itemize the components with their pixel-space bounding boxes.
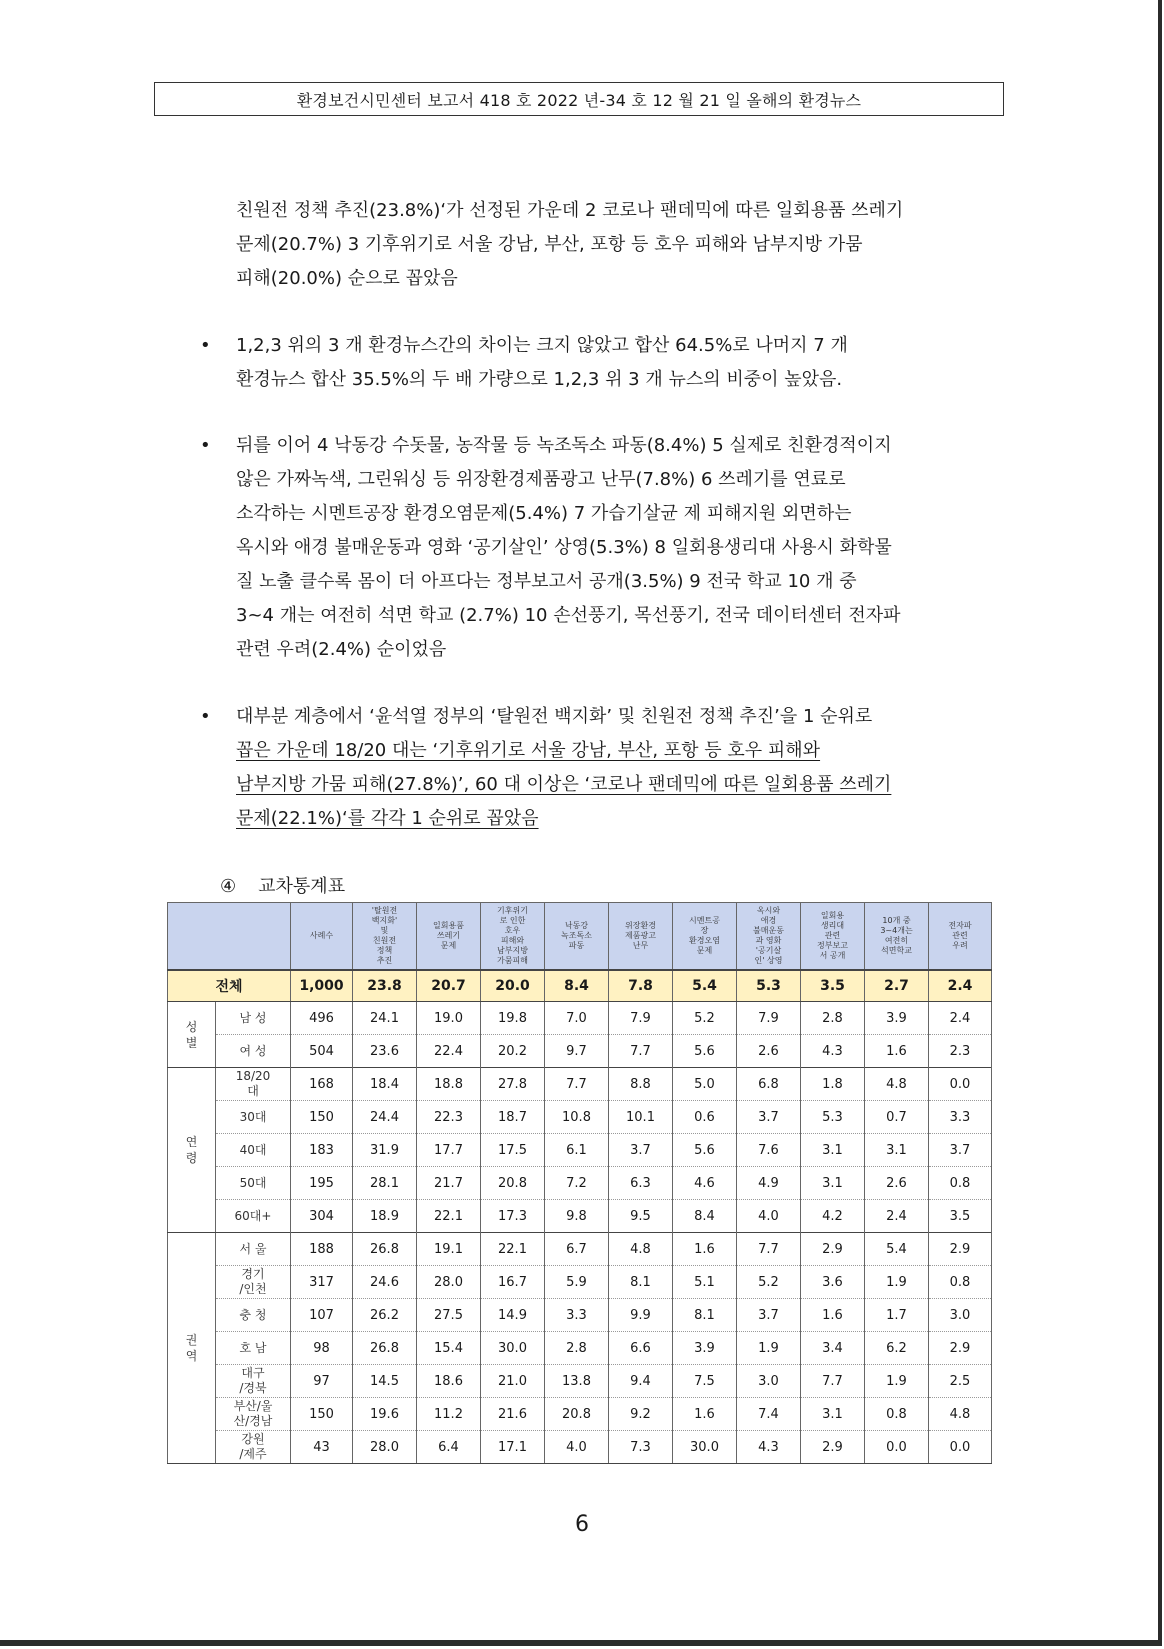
total-value-cell: 2.4 xyxy=(929,970,992,1002)
value-cell: 30.0 xyxy=(481,1332,545,1365)
value-cell: 304 xyxy=(291,1200,353,1233)
value-cell: 20.2 xyxy=(481,1035,545,1068)
value-cell: 4.8 xyxy=(865,1068,929,1101)
value-cell: 19.8 xyxy=(481,1002,545,1035)
value-cell: 9.5 xyxy=(609,1200,673,1233)
value-cell: 3.1 xyxy=(801,1167,865,1200)
header-news-item: 일회용 생리대 관련 정부보고 서 공개 xyxy=(801,903,865,971)
value-cell: 20.8 xyxy=(481,1167,545,1200)
table-total-row xyxy=(168,970,992,1002)
row-label: 30대 xyxy=(216,1101,291,1134)
value-cell: 11.2 xyxy=(417,1398,481,1431)
value-cell: 5.0 xyxy=(673,1068,737,1101)
value-cell: 3.7 xyxy=(609,1134,673,1167)
header-news-item: 위장환경 제품광고 난무 xyxy=(609,903,673,971)
value-cell: 14.5 xyxy=(353,1365,417,1398)
paragraph-line-underlined: 문제(22.1%)‘를 각각 1 순위로 꼽았음 xyxy=(236,808,539,829)
total-value-cell: 3.5 xyxy=(801,970,865,1002)
value-cell: 8.1 xyxy=(609,1266,673,1299)
value-cell: 7.5 xyxy=(673,1365,737,1398)
value-cell: 5.2 xyxy=(737,1266,801,1299)
paragraph-line: 문제(20.7%) 3 기후위기로 서울 강남, 부산, 포항 등 호우 피해와 남부지방 가뭄 xyxy=(236,234,863,255)
value-cell: 2.9 xyxy=(801,1431,865,1464)
value-cell: 3.6 xyxy=(801,1266,865,1299)
table-header-row xyxy=(168,903,992,971)
table-row xyxy=(168,1035,992,1068)
paragraph-line: 질 노출 클수록 몸이 더 아프다는 정부보고서 공개(3.5%) 9 전국 학교 10 개 중 xyxy=(236,571,857,592)
paragraph-line: 환경뉴스 합산 35.5%의 두 배 가량으로 1,2,3 위 3 개 뉴스의 비중이 높았음. xyxy=(236,369,843,390)
value-cell: 17.5 xyxy=(481,1134,545,1167)
row-label: 강원 /제주 xyxy=(216,1431,291,1464)
value-cell: 7.7 xyxy=(801,1365,865,1398)
value-cell: 6.3 xyxy=(609,1167,673,1200)
paragraph-line-underlined: 남부지방 가뭄 피해(27.8%)’, 60 대 이상은 ‘코로나 팬데믹에 따른 일회용품 쓰레기 xyxy=(236,774,892,795)
value-cell: 1.9 xyxy=(865,1266,929,1299)
table-row xyxy=(168,1365,992,1398)
value-cell: 18.9 xyxy=(353,1200,417,1233)
value-cell: 2.6 xyxy=(737,1035,801,1068)
bullet-marker: • xyxy=(200,706,211,727)
value-cell: 17.3 xyxy=(481,1200,545,1233)
group-label: 성 별 xyxy=(168,1002,216,1068)
table-title xyxy=(220,872,345,898)
row-label: 남 성 xyxy=(216,1002,291,1035)
header-news-item: 옥시와 애경 불매운동 과 영화 '공기살 인' 상영 xyxy=(737,903,801,971)
value-cell: 4.3 xyxy=(801,1035,865,1068)
value-cell: 2.6 xyxy=(865,1167,929,1200)
row-label: 대구 /경북 xyxy=(216,1365,291,1398)
value-cell: 5.3 xyxy=(801,1101,865,1134)
paragraph-line: 않은 가짜녹색, 그린워싱 등 위장환경제품광고 난무(7.8%) 6 쓰레기를 연료로 xyxy=(236,469,846,490)
row-label: 충 청 xyxy=(216,1299,291,1332)
value-cell: 28.1 xyxy=(353,1167,417,1200)
value-cell: 9.2 xyxy=(609,1398,673,1431)
bullet-marker: • xyxy=(200,435,211,456)
total-value-cell: 20.7 xyxy=(417,970,481,1002)
value-cell: 17.1 xyxy=(481,1431,545,1464)
total-value-cell: 8.4 xyxy=(545,970,609,1002)
value-cell: 26.2 xyxy=(353,1299,417,1332)
value-cell: 3.1 xyxy=(801,1398,865,1431)
value-cell: 504 xyxy=(291,1035,353,1068)
value-cell: 14.9 xyxy=(481,1299,545,1332)
value-cell: 5.9 xyxy=(545,1266,609,1299)
value-cell: 19.0 xyxy=(417,1002,481,1035)
header-news-item: 일회용품 쓰레기 문제 xyxy=(417,903,481,971)
value-cell: 22.4 xyxy=(417,1035,481,1068)
paragraph-line: 친원전 정책 추진(23.8%)‘가 선정된 가운데 2 코로나 팬데믹에 따른 일회용품 쓰레기 xyxy=(236,200,904,221)
table-row xyxy=(168,1134,992,1167)
paragraph-1 xyxy=(236,194,996,296)
value-cell: 10.8 xyxy=(545,1101,609,1134)
value-cell: 18.7 xyxy=(481,1101,545,1134)
paragraph-line: 소각하는 시멘트공장 환경오염문제(5.4%) 7 가습기살균 제 피해지원 외면하는 xyxy=(236,503,852,524)
value-cell: 6.2 xyxy=(865,1332,929,1365)
value-cell: 6.8 xyxy=(737,1068,801,1101)
value-cell: 7.9 xyxy=(737,1002,801,1035)
value-cell: 7.0 xyxy=(545,1002,609,1035)
value-cell: 19.6 xyxy=(353,1398,417,1431)
value-cell: 3.3 xyxy=(545,1299,609,1332)
paragraph-4 xyxy=(236,700,996,836)
header-corner-cell xyxy=(168,903,291,971)
value-cell: 21.0 xyxy=(481,1365,545,1398)
value-cell: 98 xyxy=(291,1332,353,1365)
value-cell: 3.0 xyxy=(737,1365,801,1398)
value-cell: 31.9 xyxy=(353,1134,417,1167)
value-cell: 5.6 xyxy=(673,1134,737,1167)
value-cell: 3.9 xyxy=(673,1332,737,1365)
value-cell: 18.4 xyxy=(353,1068,417,1101)
value-cell: 0.8 xyxy=(865,1398,929,1431)
value-cell: 188 xyxy=(291,1233,353,1266)
cross-tabulation-table xyxy=(167,902,992,1464)
value-cell: 8.1 xyxy=(673,1299,737,1332)
header-news-item: '탈원전 백지화' 및 친원전 정책 추진 xyxy=(353,903,417,971)
value-cell: 0.0 xyxy=(929,1431,992,1464)
table-row xyxy=(168,1002,992,1035)
value-cell: 16.7 xyxy=(481,1266,545,1299)
header-news-item: 낙동강 녹조독소 파동 xyxy=(545,903,609,971)
value-cell: 2.4 xyxy=(929,1002,992,1035)
value-cell: 4.2 xyxy=(801,1200,865,1233)
table-row xyxy=(168,1068,992,1101)
value-cell: 0.6 xyxy=(673,1101,737,1134)
value-cell: 4.0 xyxy=(545,1431,609,1464)
row-label: 호 남 xyxy=(216,1332,291,1365)
value-cell: 21.6 xyxy=(481,1398,545,1431)
value-cell: 5.2 xyxy=(673,1002,737,1035)
table-row xyxy=(168,1332,992,1365)
value-cell: 0.8 xyxy=(929,1266,992,1299)
total-value-cell: 5.3 xyxy=(737,970,801,1002)
value-cell: 5.1 xyxy=(673,1266,737,1299)
value-cell: 4.0 xyxy=(737,1200,801,1233)
value-cell: 17.7 xyxy=(417,1134,481,1167)
value-cell: 7.4 xyxy=(737,1398,801,1431)
group-label: 연 령 xyxy=(168,1068,216,1233)
row-label: 60대+ xyxy=(216,1200,291,1233)
value-cell: 4.6 xyxy=(673,1167,737,1200)
value-cell: 2.3 xyxy=(929,1035,992,1068)
value-cell: 2.4 xyxy=(865,1200,929,1233)
value-cell: 496 xyxy=(291,1002,353,1035)
value-cell: 7.7 xyxy=(737,1233,801,1266)
value-cell: 28.0 xyxy=(353,1431,417,1464)
table-row xyxy=(168,1398,992,1431)
value-cell: 1.7 xyxy=(865,1299,929,1332)
value-cell: 28.0 xyxy=(417,1266,481,1299)
table-row xyxy=(168,1299,992,1332)
value-cell: 6.1 xyxy=(545,1134,609,1167)
value-cell: 9.7 xyxy=(545,1035,609,1068)
value-cell: 150 xyxy=(291,1101,353,1134)
value-cell: 19.1 xyxy=(417,1233,481,1266)
value-cell: 3.0 xyxy=(929,1299,992,1332)
value-cell: 97 xyxy=(291,1365,353,1398)
value-cell: 3.9 xyxy=(865,1002,929,1035)
total-value-cell: 7.8 xyxy=(609,970,673,1002)
value-cell: 3.7 xyxy=(737,1101,801,1134)
value-cell: 168 xyxy=(291,1068,353,1101)
value-cell: 0.7 xyxy=(865,1101,929,1134)
value-cell: 1.6 xyxy=(801,1299,865,1332)
value-cell: 20.8 xyxy=(545,1398,609,1431)
value-cell: 3.1 xyxy=(801,1134,865,1167)
value-cell: 7.9 xyxy=(609,1002,673,1035)
table-row xyxy=(168,1200,992,1233)
bullet-marker: • xyxy=(200,335,211,356)
header-sample-size: 사례수 xyxy=(291,903,353,971)
report-header xyxy=(154,82,1004,116)
value-cell: 23.6 xyxy=(353,1035,417,1068)
value-cell: 1.9 xyxy=(737,1332,801,1365)
value-cell: 1.9 xyxy=(865,1365,929,1398)
paragraph-3 xyxy=(236,429,996,667)
table-row xyxy=(168,1233,992,1266)
page-number: 6 xyxy=(575,1512,589,1537)
value-cell: 24.6 xyxy=(353,1266,417,1299)
value-cell: 4.9 xyxy=(737,1167,801,1200)
header-news-item: 기후위기 로 인한 호우 피해와 남부지방 가뭄피해 xyxy=(481,903,545,971)
paragraph-line: 관련 우려(2.4%) 순이었음 xyxy=(236,639,447,660)
total-label: 전체 xyxy=(168,970,291,1002)
value-cell: 24.1 xyxy=(353,1002,417,1035)
value-cell: 150 xyxy=(291,1398,353,1431)
paragraph-line: 뒤를 이어 4 낙동강 수돗물, 농작물 등 녹조독소 파동(8.4%) 5 실제로 친환경적이지 xyxy=(236,435,892,456)
value-cell: 22.3 xyxy=(417,1101,481,1134)
paragraph-2 xyxy=(236,329,996,397)
value-cell: 5.6 xyxy=(673,1035,737,1068)
total-value-cell: 2.7 xyxy=(865,970,929,1002)
value-cell: 27.5 xyxy=(417,1299,481,1332)
value-cell: 107 xyxy=(291,1299,353,1332)
paragraph-line-underlined: 꼽은 가운데 18/20 대는 ‘기후위기로 서울 강남, 부산, 포항 등 호우 피해와 xyxy=(236,740,821,761)
value-cell: 6.7 xyxy=(545,1233,609,1266)
value-cell: 0.8 xyxy=(929,1167,992,1200)
row-label: 서 울 xyxy=(216,1233,291,1266)
value-cell: 6.6 xyxy=(609,1332,673,1365)
total-value-cell: 1,000 xyxy=(291,970,353,1002)
table-title-text: 교차통계표 xyxy=(258,876,346,897)
paragraph-line: 3~4 개는 여전히 석면 학교 (2.7%) 10 손선풍기, 목선풍기, 전국 데이터센터 전자파 xyxy=(236,605,901,626)
value-cell: 7.6 xyxy=(737,1134,801,1167)
value-cell: 4.8 xyxy=(609,1233,673,1266)
value-cell: 7.7 xyxy=(609,1035,673,1068)
value-cell: 9.9 xyxy=(609,1299,673,1332)
value-cell: 2.8 xyxy=(801,1002,865,1035)
value-cell: 0.0 xyxy=(865,1431,929,1464)
value-cell: 195 xyxy=(291,1167,353,1200)
group-label: 권 역 xyxy=(168,1233,216,1464)
value-cell: 3.7 xyxy=(929,1134,992,1167)
value-cell: 24.4 xyxy=(353,1101,417,1134)
value-cell: 7.2 xyxy=(545,1167,609,1200)
value-cell: 18.6 xyxy=(417,1365,481,1398)
value-cell: 1.6 xyxy=(673,1233,737,1266)
value-cell: 15.4 xyxy=(417,1332,481,1365)
value-cell: 0.0 xyxy=(929,1068,992,1101)
report-header-text: 환경보건시민센터 보고서 418 호 2022 년-34 호 12 월 21 일 올해의 환경뉴스 xyxy=(296,90,862,110)
value-cell: 2.8 xyxy=(545,1332,609,1365)
value-cell: 27.8 xyxy=(481,1068,545,1101)
value-cell: 3.1 xyxy=(865,1134,929,1167)
row-label: 여 성 xyxy=(216,1035,291,1068)
value-cell: 2.5 xyxy=(929,1365,992,1398)
total-value-cell: 20.0 xyxy=(481,970,545,1002)
total-value-cell: 5.4 xyxy=(673,970,737,1002)
value-cell: 1.8 xyxy=(801,1068,865,1101)
value-cell: 3.4 xyxy=(801,1332,865,1365)
row-label: 부산/울 산/경남 xyxy=(216,1398,291,1431)
header-news-item: 전자파 관련 우려 xyxy=(929,903,992,971)
value-cell: 2.9 xyxy=(929,1332,992,1365)
table-row xyxy=(168,1266,992,1299)
value-cell: 1.6 xyxy=(865,1035,929,1068)
value-cell: 10.1 xyxy=(609,1101,673,1134)
value-cell: 3.7 xyxy=(737,1299,801,1332)
row-label: 경기 /인천 xyxy=(216,1266,291,1299)
value-cell: 7.7 xyxy=(545,1068,609,1101)
paragraph-line: 피해(20.0%) 순으로 꼽았음 xyxy=(236,268,458,289)
value-cell: 4.8 xyxy=(929,1398,992,1431)
paragraph-line: 옥시와 애경 불매운동과 영화 ‘공기살인’ 상영(5.3%) 8 일회용생리대 사용시 화학물 xyxy=(236,537,892,558)
value-cell: 26.8 xyxy=(353,1332,417,1365)
value-cell: 1.6 xyxy=(673,1398,737,1431)
paragraph-line: 1,2,3 위의 3 개 환경뉴스간의 차이는 크지 않았고 합산 64.5%로 나머지 7 개 xyxy=(236,335,848,356)
table-title-number: ④ xyxy=(220,876,237,897)
header-news-item: 시멘트공 장 환경오염 문제 xyxy=(673,903,737,971)
value-cell: 6.4 xyxy=(417,1431,481,1464)
value-cell: 9.4 xyxy=(609,1365,673,1398)
table-row xyxy=(168,1431,992,1464)
value-cell: 22.1 xyxy=(417,1200,481,1233)
total-value-cell: 23.8 xyxy=(353,970,417,1002)
value-cell: 5.4 xyxy=(865,1233,929,1266)
value-cell: 18.8 xyxy=(417,1068,481,1101)
value-cell: 4.3 xyxy=(737,1431,801,1464)
value-cell: 26.8 xyxy=(353,1233,417,1266)
value-cell: 8.8 xyxy=(609,1068,673,1101)
value-cell: 3.5 xyxy=(929,1200,992,1233)
value-cell: 9.8 xyxy=(545,1200,609,1233)
value-cell: 2.9 xyxy=(929,1233,992,1266)
value-cell: 13.8 xyxy=(545,1365,609,1398)
value-cell: 317 xyxy=(291,1266,353,1299)
value-cell: 7.3 xyxy=(609,1431,673,1464)
value-cell: 21.7 xyxy=(417,1167,481,1200)
row-label: 40대 xyxy=(216,1134,291,1167)
row-label: 18/20 대 xyxy=(216,1068,291,1101)
value-cell: 8.4 xyxy=(673,1200,737,1233)
value-cell: 30.0 xyxy=(673,1431,737,1464)
value-cell: 3.3 xyxy=(929,1101,992,1134)
value-cell: 2.9 xyxy=(801,1233,865,1266)
paragraph-line: 대부분 계층에서 ‘윤석열 정부의 ‘탈원전 백지화’ 및 친원전 정책 추진’을 1 순위로 xyxy=(236,706,873,727)
table-row xyxy=(168,1167,992,1200)
value-cell: 183 xyxy=(291,1134,353,1167)
header-news-item: 10개 중 3~4개는 여전히 석면학교 xyxy=(865,903,929,971)
value-cell: 43 xyxy=(291,1431,353,1464)
table-row xyxy=(168,1101,992,1134)
row-label: 50대 xyxy=(216,1167,291,1200)
value-cell: 22.1 xyxy=(481,1233,545,1266)
